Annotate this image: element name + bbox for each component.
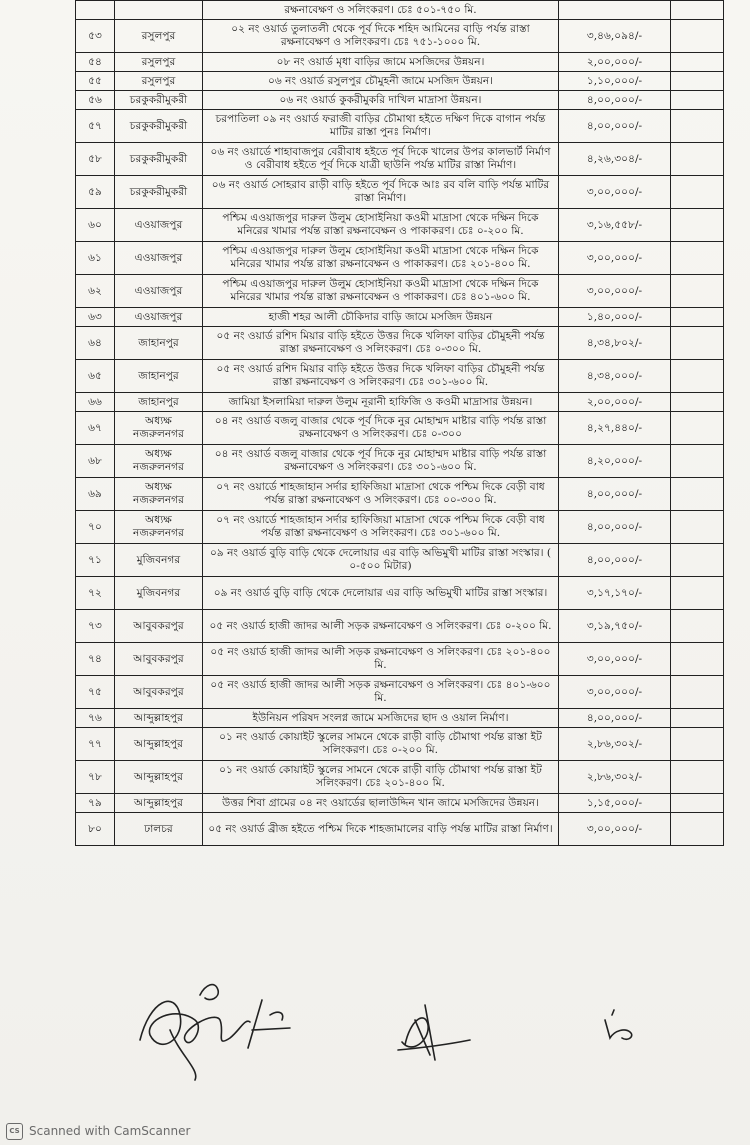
table-row <box>76 577 724 610</box>
row-serial: ৫৯ <box>76 176 115 209</box>
row-serial: ৫৫ <box>76 72 115 91</box>
table-row <box>76 478 724 511</box>
row-union: ঢালচর <box>115 813 203 846</box>
row-remarks <box>671 761 724 794</box>
row-union: আব্দুল্লাহপুর <box>115 761 203 794</box>
row-union: আবুবকরপুর <box>115 643 203 676</box>
row-remarks <box>671 110 724 143</box>
row-serial: ৫৩ <box>76 20 115 53</box>
row-remarks <box>671 209 724 242</box>
table-row <box>76 308 724 327</box>
table-row <box>76 360 724 393</box>
row-union: অধ্যক্ষ নজরুলনগর <box>115 511 203 544</box>
row-amount: ৩,১৬,৫৫৮/- <box>559 209 671 242</box>
row-union: জাহানপুর <box>115 360 203 393</box>
table-row <box>76 643 724 676</box>
row-union: চরকুকরীমুকরী <box>115 143 203 176</box>
row-serial: ৬৯ <box>76 478 115 511</box>
row-remarks <box>671 445 724 478</box>
row-remarks <box>671 813 724 846</box>
table-row <box>76 209 724 242</box>
row-description: ০৯ নং ওয়ার্ড বুড়ি বাড়ি থেকে দেলোয়ার এর বাড়ি অভিমুখী মাটির রাস্তা সংস্কার। ( ০-৫০০ মিটার) <box>203 544 559 577</box>
row-description: পশ্চিম এওয়াজপুর দারুল উলুম হোসাইনিয়া কওমী মাদ্রাসা থেকে দক্ষিন দিকে মনিরের খামার পর্যন্ত রাস্তা রক্ষনাবেক্ষন ও পাকাকরণ। চেঃ ২০১-৪০০ মি. <box>203 242 559 275</box>
row-amount: ২,৮৬,৩০২/- <box>559 728 671 761</box>
row-description: ০৫ নং ওয়ার্ড রশিদ মিয়ার বাড়ি হইতে উত্তর দিকে খলিফা বাড়ির চৌমুহনী পর্যন্ত রাস্তা রক্ষনাবেক্ষণ ও সলিংকরণ। চেঃ ৩০১-৬০০ মি. <box>203 360 559 393</box>
row-serial: ৬৫ <box>76 360 115 393</box>
camscanner-logo-icon: CS <box>6 1123 23 1140</box>
row-union: আবুবকরপুর <box>115 676 203 709</box>
row-serial: ৫৪ <box>76 53 115 72</box>
row-remarks <box>671 327 724 360</box>
table-row <box>76 728 724 761</box>
row-amount: ৪,০০,০০০/- <box>559 709 671 728</box>
table-row <box>76 20 724 53</box>
row-remarks <box>671 643 724 676</box>
table-row <box>76 511 724 544</box>
row-description: ০৪ নং ওয়ার্ড বজলু বাজার থেকে পূর্ব দিকে নুর মোহাম্মদ মাষ্টার বাড়ি পর্যন্ত রাস্তা রক্ষনাবেক্ষণ ও সলিংকরণ। চেঃ ০-৩০০ <box>203 412 559 445</box>
row-amount: ২,০০,০০০/- <box>559 393 671 412</box>
row-remarks <box>671 794 724 813</box>
row-serial: ৭১ <box>76 544 115 577</box>
row-description: ০৫ নং ওয়ার্ড রশিদ মিয়ার বাড়ি হইতে উত্তর দিকে খলিফা বাড়ির চৌমুহনী পর্যন্ত রাস্তা রক্ষনাবেক্ষণ ও সলিংকরণ। চেঃ ০-৩০০ মি. <box>203 327 559 360</box>
table-row <box>76 393 724 412</box>
row-description: ০৫ নং ওয়ার্ড ব্রীজ হইতে পশ্চিম দিকে শাহজামালের বাড়ি পর্যন্ত মাটির রাস্তা নির্মাণ। <box>203 813 559 846</box>
row-serial: ৭২ <box>76 577 115 610</box>
row-serial: ৭৬ <box>76 709 115 728</box>
row-description: পশ্চিম এওয়াজপুর দারুল উলুম হোসাইনিয়া কওমী মাদ্রাসা থেকে দক্ষিন দিকে মনিরের খামার পর্যন্ত রাস্তা রক্ষনাবেক্ষন ও পাকাকরণ। চেঃ ৪০১-৬০০ মি. <box>203 275 559 308</box>
table-row <box>76 242 724 275</box>
row-union: এওয়াজপুর <box>115 308 203 327</box>
table-row <box>76 72 724 91</box>
table-row <box>76 143 724 176</box>
row-serial: ৬০ <box>76 209 115 242</box>
row-serial: ৬৪ <box>76 327 115 360</box>
row-description: হাজী শহর আলী চৌকিদার বাড়ি জামে মসজিদ উন্নয়ন <box>203 308 559 327</box>
row-union: চরকুকরীমুকরী <box>115 110 203 143</box>
row-amount: ৩,০০,০০০/- <box>559 676 671 709</box>
row-remarks <box>671 91 724 110</box>
row-amount: ৪,০০,০০০/- <box>559 110 671 143</box>
row-remarks <box>671 143 724 176</box>
row-description: রক্ষনাবেক্ষণ ও সলিংকরণ। চেঃ ৫০১-৭৫০ মি. <box>203 1 559 20</box>
signature-2 <box>398 1005 470 1060</box>
row-remarks <box>671 242 724 275</box>
row-amount: ৪,০০,০০০/- <box>559 511 671 544</box>
signatures <box>0 960 750 1100</box>
row-serial: ৬৬ <box>76 393 115 412</box>
row-serial: ৫৭ <box>76 110 115 143</box>
row-serial: ৫৮ <box>76 143 115 176</box>
row-serial: ৫৬ <box>76 91 115 110</box>
table-row <box>76 91 724 110</box>
row-remarks <box>671 610 724 643</box>
row-union: অধ্যক্ষ নজরুলনগর <box>115 412 203 445</box>
row-union: এওয়াজপুর <box>115 275 203 308</box>
row-remarks <box>671 728 724 761</box>
row-union: মুজিবনগর <box>115 544 203 577</box>
row-serial: ৭৫ <box>76 676 115 709</box>
row-serial: ৬৩ <box>76 308 115 327</box>
row-remarks <box>671 360 724 393</box>
row-description: ০১ নং ওয়ার্ড কোয়াইট স্কুলের সামনে থেকে রাড়ী বাড়ি চৌমাথা পর্যন্ত রাস্তা ইট সলিংকরণ। চেঃ ২০১-৪০০ মি. <box>203 761 559 794</box>
row-union: আব্দুল্লাহপুর <box>115 728 203 761</box>
table-row <box>76 761 724 794</box>
row-amount: ১,৪০,০০০/- <box>559 308 671 327</box>
row-union: চরকুকরীমুকরী <box>115 176 203 209</box>
table-row <box>76 610 724 643</box>
row-remarks <box>671 478 724 511</box>
row-serial: ৬৮ <box>76 445 115 478</box>
row-description: ০৫ নং ওয়ার্ড হাজী জাদর আলী সড়ক রক্ষনাবেক্ষণ ও সলিংকরণ। চেঃ ২০১-৪০০ মি. <box>203 643 559 676</box>
row-remarks <box>671 544 724 577</box>
row-remarks <box>671 53 724 72</box>
row-amount: ৩,১৯,৭৫০/- <box>559 610 671 643</box>
row-remarks <box>671 577 724 610</box>
row-serial: ৭৪ <box>76 643 115 676</box>
row-amount: ৩,০০,০০০/- <box>559 813 671 846</box>
row-description: ০৪ নং ওয়ার্ড বজলু বাজার থেকে পূর্ব দিকে নুর মোহাম্মদ মাষ্টার বাড়ি পর্যন্ত রাস্তা রক্ষনাবেক্ষণ ও সলিংকরণ। চেঃ ৩০১-৬০০ মি. <box>203 445 559 478</box>
row-description: ০২ নং ওয়ার্ড তুলাতলী থেকে পূর্ব দিকে শহিদ আমিনের বাড়ি পর্যন্ত রাস্তা রক্ষনাবেক্ষণ ও সলিংকরণ। চেঃ ৭৫১-১০০০ মি. <box>203 20 559 53</box>
row-amount: ৩,১৭,১৭০/- <box>559 577 671 610</box>
row-description: ০৬ নং ওয়ার্ডে শাহাবাজপুর বেরীবাধ হইতে পূর্ব দিকে খালের উপর কালভার্ট নির্মাণ ও বেরীবাধ হইতে পূর্ব দিকে যাত্রী ছাউনি পর্যন্ত মাটির রাস্তা নির্মাণ। <box>203 143 559 176</box>
table-row <box>76 794 724 813</box>
row-union: এওয়াজপুর <box>115 242 203 275</box>
row-amount: ৪,৩৪,০০০/- <box>559 360 671 393</box>
row-description: চরপাতিলা ০৯ নং ওয়ার্ড ফরাজী বাড়ির চৌমাথা হইতে দক্ষিণ দিকে বাগান পর্যন্ত মাটির রাস্তা পুনঃ নির্মাণ। <box>203 110 559 143</box>
row-amount: ৩,০০,০০০/- <box>559 643 671 676</box>
row-amount: ৪,০০,০০০/- <box>559 91 671 110</box>
row-description: ০৫ নং ওয়ার্ড হাজী জাদর আলী সড়ক রক্ষনাবেক্ষণ ও সলিংকরণ। চেঃ ০-২০০ মি. <box>203 610 559 643</box>
row-remarks <box>671 176 724 209</box>
row-serial: ৭৩ <box>76 610 115 643</box>
row-description: ০৭ নং ওয়ার্ডে শাহজাহান সর্দার হাফিজিয়া মাদ্রাসা থেকে পশ্চিম দিকে বেড়ী বাধ পর্যন্ত রাস্তা রক্ষনাবেক্ষণ ও সলিংকরণ। চেঃ ৩০১-৬০০ মি. <box>203 511 559 544</box>
row-amount: ৪,০০,০০০/- <box>559 478 671 511</box>
table-row <box>76 813 724 846</box>
row-union: রসুলপুর <box>115 20 203 53</box>
row-amount: ৩,৪৬,০৯৪/- <box>559 20 671 53</box>
row-union: রসুলপুর <box>115 72 203 91</box>
scanner-text: Scanned with CamScanner <box>29 1124 191 1138</box>
row-remarks <box>671 393 724 412</box>
row-serial: ৭০ <box>76 511 115 544</box>
table-row <box>76 676 724 709</box>
row-serial: ৭৮ <box>76 761 115 794</box>
row-description: জামিয়া ইসলামিয়া দারুল উলুম নূরানী হাফিজি ও কওমী মাদ্রাসার উন্নয়ন। <box>203 393 559 412</box>
row-amount: ২,৮৬,৩০২/- <box>559 761 671 794</box>
table-row <box>76 53 724 72</box>
row-amount: ৪,৩৪,৮০২/- <box>559 327 671 360</box>
row-description: উত্তর শিবা গ্রামের ০৪ নং ওয়ার্ডের ছালাউদ্দিন খান জামে মসজিদের উন্নয়ন। <box>203 794 559 813</box>
row-remarks <box>671 72 724 91</box>
row-union: আবুবকরপুর <box>115 610 203 643</box>
table-row-continuation <box>76 1 724 20</box>
row-amount: ২,০০,০০০/- <box>559 53 671 72</box>
row-amount: ৪,০০,০০০/- <box>559 544 671 577</box>
row-union: এওয়াজপুর <box>115 209 203 242</box>
row-union: অধ্যক্ষ নজরুলনগর <box>115 445 203 478</box>
row-description: ০৬ নং ওয়ার্ড রসুলপুর চৌমুহনী জামে মসজিদ উন্নয়ন। <box>203 72 559 91</box>
table-row <box>76 110 724 143</box>
table-row <box>76 327 724 360</box>
row-remarks <box>671 412 724 445</box>
row-union: অধ্যক্ষ নজরুলনগর <box>115 478 203 511</box>
row-amount: ৪,২৭,৪৪০/- <box>559 412 671 445</box>
table-row <box>76 176 724 209</box>
row-union: জাহানপুর <box>115 327 203 360</box>
row-remarks <box>671 511 724 544</box>
row-amount: ৩,০০,০০০/- <box>559 242 671 275</box>
row-amount: ৪,২৬,৩০৪/- <box>559 143 671 176</box>
row-remarks <box>671 275 724 308</box>
row-description: ইউনিয়ন পরিষদ সংলগ্ন জামে মসজিদের ছাদ ও ওয়াল নির্মাণ। <box>203 709 559 728</box>
row-serial: ৮০ <box>76 813 115 846</box>
row-serial: ৬১ <box>76 242 115 275</box>
row-union: আব্দুল্লাহপুর <box>115 709 203 728</box>
row-amount: ১,১০,০০০/- <box>559 72 671 91</box>
row-serial: ৭৭ <box>76 728 115 761</box>
row-serial: ৬৭ <box>76 412 115 445</box>
table-row <box>76 709 724 728</box>
table-row <box>76 275 724 308</box>
row-amount: ৪,২০,০০০/- <box>559 445 671 478</box>
allocation-table <box>75 0 724 846</box>
row-description: ০৬ নং ওয়ার্ড কুকরীমুকরি দাখিল মাদ্রাসা উন্নয়ন। <box>203 91 559 110</box>
row-remarks <box>671 308 724 327</box>
table-row <box>76 445 724 478</box>
table-row <box>76 412 724 445</box>
row-description: পশ্চিম এওয়াজপুর দারুল উলুম হোসাইনিয়া কওমী মাদ্রাসা থেকে দক্ষিন দিকে মনিরের খামার পর্যন্ত রাস্তা রক্ষনাবেক্ষন ও পাকাকরণ। চেঃ ০-২০০ মি. <box>203 209 559 242</box>
row-union: রসুলপুর <box>115 53 203 72</box>
table-row <box>76 544 724 577</box>
row-union: আব্দুল্লাহপুর <box>115 794 203 813</box>
signature-1 <box>140 985 250 1080</box>
row-amount: ৩,০০,০০০/- <box>559 275 671 308</box>
row-amount: ১,১৫,০০০/- <box>559 794 671 813</box>
scanner-watermark <box>0 1117 750 1145</box>
row-amount: ৩,০০,০০০/- <box>559 176 671 209</box>
row-remarks <box>671 20 724 53</box>
row-description: ০৯ নং ওয়ার্ড বুড়ি বাড়ি থেকে দেলোয়ার এর বাড়ি অভিমুখী মাটির রাস্তা সংস্কার। <box>203 577 559 610</box>
row-description: ০১ নং ওয়ার্ড কোয়াইট স্কুলের সামনে থেকে রাড়ী বাড়ি চৌমাথা পর্যন্ত রাস্তা ইট সলিংকরণ। চেঃ ০-২০০ মি. <box>203 728 559 761</box>
row-union: জাহানপুর <box>115 393 203 412</box>
row-union: চরকুকরীমুকরী <box>115 91 203 110</box>
row-description: ০৬ নং ওয়ার্ড সোহরাব রাড়ী বাড়ি হইতে পূর্ব দিকে আঃ রব বলি বাড়ি পর্যন্ত মাটির রাস্তা নির্মাণ। <box>203 176 559 209</box>
row-union: মুজিবনগর <box>115 577 203 610</box>
row-serial: ৬২ <box>76 275 115 308</box>
row-remarks <box>671 676 724 709</box>
row-serial: ৭৯ <box>76 794 115 813</box>
row-remarks <box>671 709 724 728</box>
signature-3 <box>605 1010 632 1039</box>
row-description: ০৫ নং ওয়ার্ড হাজী জাদর আলী সড়ক রক্ষনাবেক্ষণ ও সলিংকরণ। চেঃ ৪০১-৬০০ মি. <box>203 676 559 709</box>
row-description: ০৮ নং ওয়ার্ড মৃধা বাড়ির জামে মসজিদের উন্নয়ন। <box>203 53 559 72</box>
row-description: ০৭ নং ওয়ার্ডে শাহজাহান সর্দার হাফিজিয়া মাদ্রাসা থেকে পশ্চিম দিকে বেড়ী বাধ পর্যন্ত রাস্তা রক্ষনাবেক্ষণ ও সলিংকরণ। চেঃ ০০-৩০০ মি. <box>203 478 559 511</box>
